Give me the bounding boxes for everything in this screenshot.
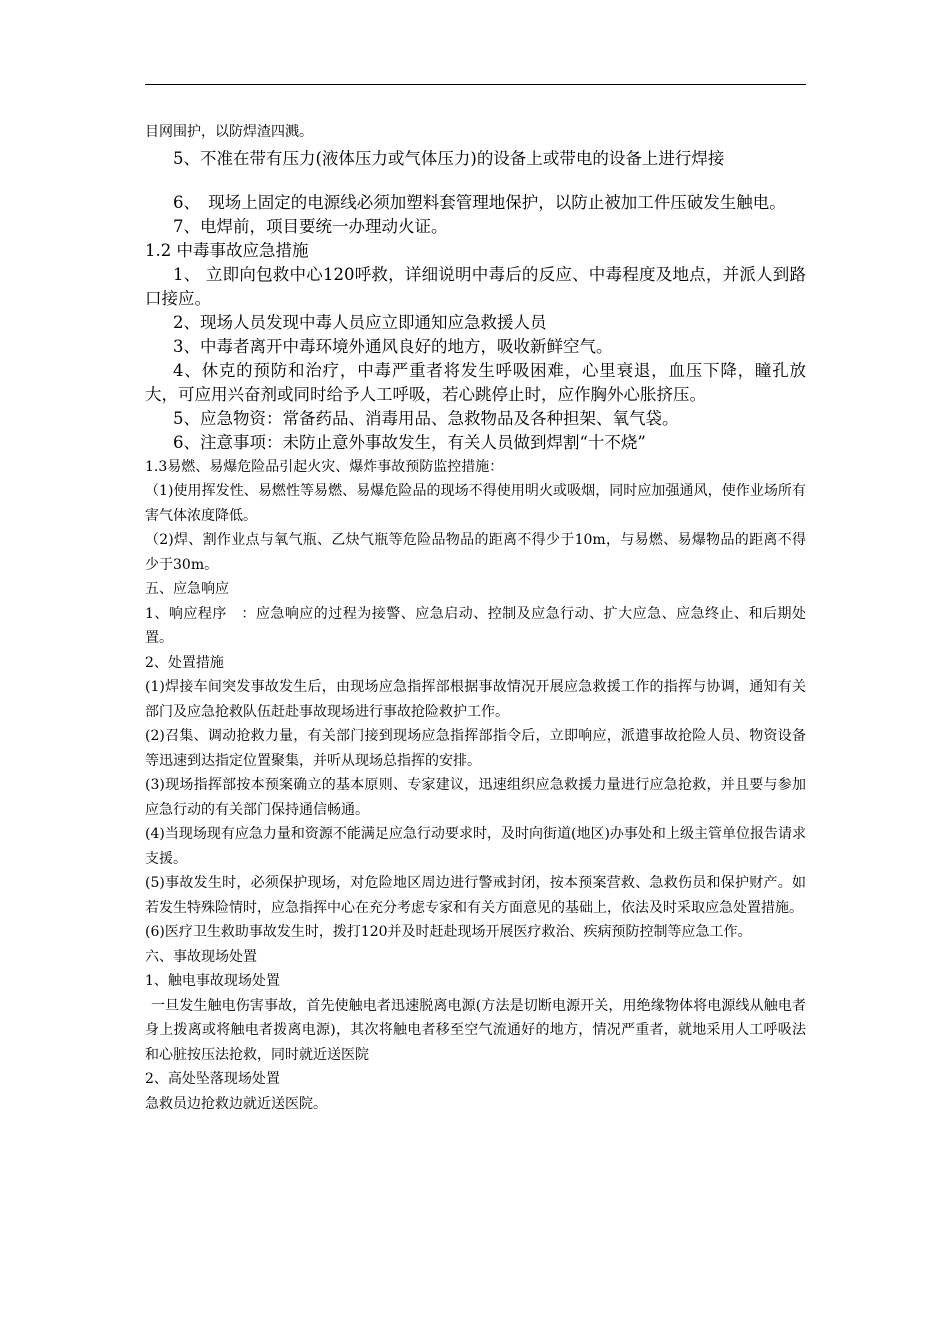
paragraph: 4、休克的预防和治疗，中毒严重者将发生呼吸困难，心里衰退，血压下降，瞳孔放大，可应用兴奋剂或同时给予人工呼吸，若心跳停止时，应作胸外心胀挤压。: [145, 360, 806, 404]
paragraph: 3、中毒者离开中毒环境外通风良好的地方，吸收新鲜空气。: [173, 336, 613, 356]
section-heading: 五、应急响应: [145, 581, 229, 597]
paragraph: (4)当现场现有应急力量和资源不能满足应急行动要求时，及时向街道(地区)办事处和上级主管单位报告请求支援。: [145, 826, 806, 867]
header-rule: [145, 84, 806, 85]
paragraph: 2、现场人员发现中毒人员应立即通知应急救援人员: [173, 312, 547, 332]
section-heading: 1、触电事故现场处置: [145, 973, 280, 989]
spacer: [145, 171, 806, 191]
paragraph: 急救员边抢救边就近送医院。: [145, 1095, 327, 1112]
paragraph: 目网围护，以防焊渣四溅。: [145, 124, 313, 140]
paragraph: 7、电焊前，项目要统一办理动火证。: [173, 216, 448, 236]
section-heading: 2、处置措施: [145, 654, 224, 671]
paragraph: 6、注意事项：未防止意外事故发生，有关人员做到焊割“十不烧”: [173, 432, 646, 452]
paragraph: 5、不准在带有压力(液体压力或气体压力)的设备上或带电的设备上进行焊接: [173, 148, 725, 168]
paragraph: 一旦发生触电伤害事故，首先使触电者迅速脱离电源(方法是切断电源开关，用绝缘物体将电源线从触电者身上拨离或将触电者拨离电源)，其次将触电者移至空气流通好的地方，情况严重者，就地采用人工呼吸法和心脏按压法抢救，同时就近送医院: [145, 997, 806, 1063]
paragraph: （1)使用挥发性、易燃性等易燃、易爆危险品的现场不得使用明火或吸烟，同时应加强通风，使作业场所有害气体浓度降低。: [145, 483, 806, 524]
paragraph: (6)医疗卫生救助事故发生时，拨打120并及时赶赴现场开展医疗救治、疾病预防控制等应急工作。: [145, 924, 752, 940]
paragraph: 6、 现场上固定的电源线必须加塑料套管理地保护，以防止被加工件压破发生触电。: [173, 192, 786, 212]
paragraph: (3)现场指挥部按本预案确立的基本原则、专家建议，迅速组织应急救援力量进行应急抢救，并且要与参加应急行动的有关部门保持通信畅通。: [145, 777, 806, 818]
section-heading: 六、事故现场处置: [145, 948, 257, 965]
section-heading: 2、高处坠落现场处置: [145, 1071, 280, 1087]
paragraph: 1、 立即向包救中心120呼救，详细说明中毒后的反应、中毒程度及地点，并派人到路口接应。: [145, 264, 806, 308]
section-heading: 1.2 中毒事故应急措施: [145, 240, 309, 260]
paragraph: 1、响应程序 ：应急响应的过程为接警、应急启动、控制及应急行动、扩大应急、应急终止、和后期处置。: [145, 605, 806, 646]
paragraph: (5)事故发生时，必须保护现场，对危险地区周边进行警戒封闭，按本预案营救、急救伤员和保护财产。如若发生特殊险情时，应急指挥中心在充分考虑专家和有关方面意见的基础上，依法及时采取应急处置措施。: [145, 875, 806, 916]
document-body: [145, 120, 806, 1116]
paragraph: （2)焊、割作业点与氧气瓶、乙炔气瓶等危险品物品的距离不得少于10m，与易燃、易爆物品的距离不得少于30m。: [145, 532, 806, 573]
section-heading: 1.3易燃、易爆危险品引起火灾、爆炸事故预防监控措施：: [145, 458, 504, 475]
paragraph: (1)焊接车间突发事故发生后，由现场应急指挥部根据事故情况开展应急救援工作的指挥与协调，通知有关部门及应急抢救队伍赶赴事故现场进行事故抢险救护工作。: [145, 679, 806, 720]
paragraph: (2)召集、调动抢救力量，有关部门接到现场应急指挥部指令后，立即响应，派遣事故抢险人员、物资设备等迅速到达指定位置聚集，并听从现场总指挥的安排。: [145, 728, 806, 769]
paragraph: 5、应急物资：常备药品、消毒用品、急救物品及各种担架、氧气袋。: [173, 408, 679, 428]
